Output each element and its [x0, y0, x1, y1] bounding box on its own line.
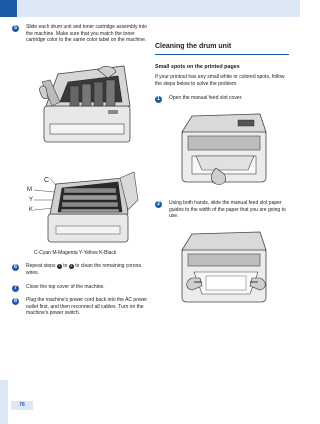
step-number: 5 [12, 25, 19, 32]
step-text: Slide each drum unit and toner cartridge assembly into the machine. Make sure that you match the toner cartridge color to the same color label on the machine. [26, 24, 147, 44]
sub-title: Small spots on the printed pages [155, 64, 240, 70]
label-black: K [29, 207, 34, 213]
page-number: 76 [11, 401, 33, 410]
step-number: 7 [12, 285, 19, 292]
manual-feed-cover-illustration [172, 110, 276, 190]
section-divider [155, 54, 289, 55]
paper-guides-illustration [172, 228, 276, 310]
step-number: 1 [155, 96, 162, 103]
label-cyan: C [44, 177, 50, 184]
step-text: Open the manual feed slot cover. [169, 95, 243, 101]
step-text: Repeat steps 1 to 5 to clean the remaining corona wires. [26, 263, 142, 276]
step-ref-icon: 1 [58, 263, 61, 268]
side-tab [0, 380, 8, 424]
right-step-2 [155, 200, 289, 220]
step-text: Plug the machine's power cord back into the AC power outlet first, and then reconnect all cables. Turn on the machine's power switch. [26, 297, 148, 317]
step-7 [12, 284, 148, 292]
step-6 [12, 263, 148, 276]
drum-color-slots-illustration [34, 170, 142, 246]
step-text: Close the top cover of the machine. [26, 284, 105, 290]
step-text: Using both hands, slide the manual feed slot paper guides to the width of the paper that you are going to use. [169, 200, 286, 220]
color-caption: C-Cyan M-Magenta Y-Yellow K-Black [34, 250, 117, 256]
label-magenta: M [27, 187, 32, 193]
step-number: 6 [12, 264, 19, 271]
section-title: Cleaning the drum unit [155, 43, 232, 50]
step-number: 2 [155, 201, 162, 208]
step-8 [12, 297, 148, 317]
step-5 [12, 24, 148, 44]
step-ref-icon: 5 [70, 263, 73, 268]
label-yellow: Y [29, 197, 34, 203]
printer-drum-insert-illustration [38, 62, 142, 150]
header-band [0, 0, 300, 17]
right-step-1 [155, 95, 289, 103]
chapter-tab [0, 0, 17, 17]
intro-paragraph: If your printout has any small white or colored spots, follow the steps below to solve the problem. [155, 74, 285, 87]
step-number: 8 [12, 298, 19, 305]
